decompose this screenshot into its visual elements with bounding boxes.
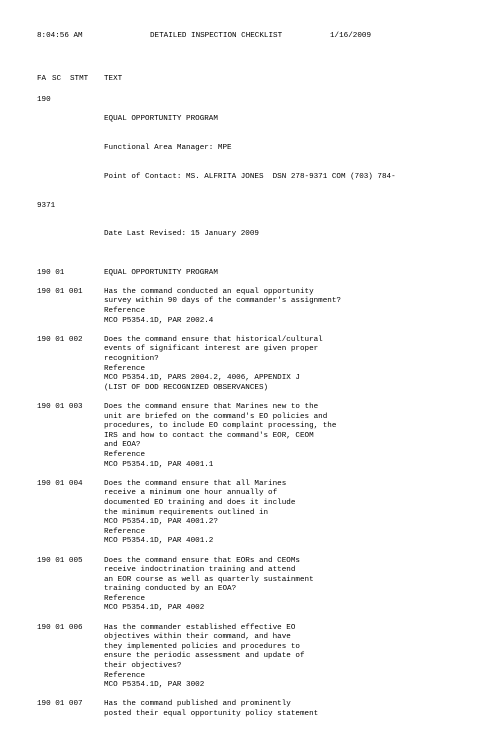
item-line: unit are briefed on the command's EO policies and <box>104 412 328 421</box>
item-line: Reference <box>104 671 146 680</box>
item-line: MCO P5354.1D, PAR 4002 <box>104 604 205 613</box>
checklist-item <box>37 403 477 470</box>
item-line: MCO P5354.1D, PAR 4001.2? <box>104 518 218 527</box>
item-line: MCO P5354.1D, PAR 4001.1 <box>104 460 214 469</box>
checklist-item <box>37 700 477 719</box>
checklist-item <box>37 288 477 326</box>
item-line: the minimum requirements outlined in <box>104 508 269 517</box>
program-text <box>104 96 477 202</box>
item-line: their objectives? <box>104 662 182 671</box>
item-line: Does the command ensure that all Marines <box>104 479 287 488</box>
program-id: 190 <box>37 96 51 104</box>
item-line: MCO P5354.1D, PAR 3002 <box>104 681 205 690</box>
item-line: and EOA? <box>104 441 141 450</box>
program-entry <box>37 96 477 259</box>
item-line: (LIST OF DOD RECOGNIZED OBSERVANCES) <box>104 383 269 392</box>
checklist-body <box>37 96 477 729</box>
item-line: MCO P5354.1D, PARS 2004.2, 4006, APPENDIX J <box>104 374 300 383</box>
item-id: 190 01 001 <box>37 287 83 296</box>
item-text <box>104 403 477 470</box>
item-line: training conducted by an EOA? <box>104 585 237 594</box>
item-line: Has the command conducted an equal opportunity <box>104 287 314 296</box>
report-time: 8:04:56 AM <box>37 32 83 40</box>
report-date: 1/16/2009 <box>330 32 372 40</box>
item-id: 190 01 007 <box>37 700 83 709</box>
item-line: Reference <box>104 594 146 603</box>
item-id: 190 01 006 <box>37 623 83 632</box>
item-line: events of significant interest are given proper <box>104 345 319 354</box>
item-text <box>104 336 477 394</box>
item-line: posted their equal opportunity policy statement <box>104 710 319 718</box>
item-text <box>104 480 477 547</box>
item-line: Has the commander established effective EO <box>104 623 296 632</box>
item-line: Does the command ensure that historical/cultural <box>104 335 323 344</box>
item-line: Has the command published and prominently <box>104 700 291 709</box>
item-line: objectives within their command, and have <box>104 633 291 642</box>
item-text <box>104 624 477 691</box>
item-line: recognition? <box>104 355 159 364</box>
item-line: IRS and how to contact the command's EOR, CEOM <box>104 431 314 440</box>
item-text <box>104 269 477 279</box>
column-text: TEXT <box>104 75 123 83</box>
item-text <box>104 288 477 326</box>
item-id: 190 01 003 <box>37 403 83 411</box>
item-line: documented EO training and does it include <box>104 498 296 507</box>
item-line: procedures, to include EO complaint processing, the <box>104 422 337 431</box>
item-line: ensure the periodic assessment and update of <box>104 652 305 661</box>
program-title: EQUAL OPPORTUNITY PROGRAM <box>104 115 218 124</box>
item-line: Reference <box>104 364 146 373</box>
item-line: Reference <box>104 450 146 459</box>
item-line: Does the command ensure that Marines new to the <box>104 403 319 411</box>
checklist-entries <box>37 269 477 720</box>
item-line: EQUAL OPPORTUNITY PROGRAM <box>104 268 218 277</box>
functional-area-manager: Functional Area Manager: MPE <box>104 143 232 152</box>
item-line: survey within 90 days of the commander's assignment? <box>104 297 341 306</box>
column-stmt: STMT <box>70 75 89 83</box>
item-text <box>104 700 477 719</box>
item-line: Does the command ensure that EORs and CEOMs <box>104 556 300 565</box>
program-revised-block <box>104 211 477 259</box>
item-line: they implemented policies and procedures to <box>104 642 300 651</box>
checklist-item <box>37 480 477 547</box>
item-id: 190 01 <box>37 268 65 277</box>
date-last-revised: Date Last Revised: 15 January 2009 <box>104 230 259 239</box>
item-line: Reference <box>104 307 146 316</box>
item-text <box>104 557 477 615</box>
item-line: receive indoctrination training and attend <box>104 566 296 575</box>
item-id: 190 01 002 <box>37 335 83 344</box>
column-fa: FA <box>37 75 47 83</box>
report-title: DETAILED INSPECTION CHECKLIST <box>150 32 283 40</box>
checklist-item <box>37 269 477 279</box>
point-of-contact: Point of Contact: MS. ALFRITA JONES DSN 278-9371 COM (703) 784- <box>104 172 396 181</box>
item-line: Reference <box>104 527 146 536</box>
checklist-item <box>37 624 477 691</box>
report-header <box>37 32 477 42</box>
item-line: MCO P5354.1D, PAR 2002.4 <box>104 316 214 325</box>
column-sc: SC <box>52 75 62 83</box>
item-line: MCO P5354.1D, PAR 4001.2 <box>104 537 214 546</box>
point-of-contact-wrap: 9371 <box>37 201 56 210</box>
checklist-item <box>37 336 477 394</box>
item-line: receive a minimum one hour annually of <box>104 489 278 498</box>
column-headers <box>37 75 237 85</box>
item-id: 190 01 005 <box>37 556 83 565</box>
item-line: an EOR course as well as quarterly sustainment <box>104 575 314 584</box>
checklist-item <box>37 557 477 615</box>
item-id: 190 01 004 <box>37 479 83 488</box>
